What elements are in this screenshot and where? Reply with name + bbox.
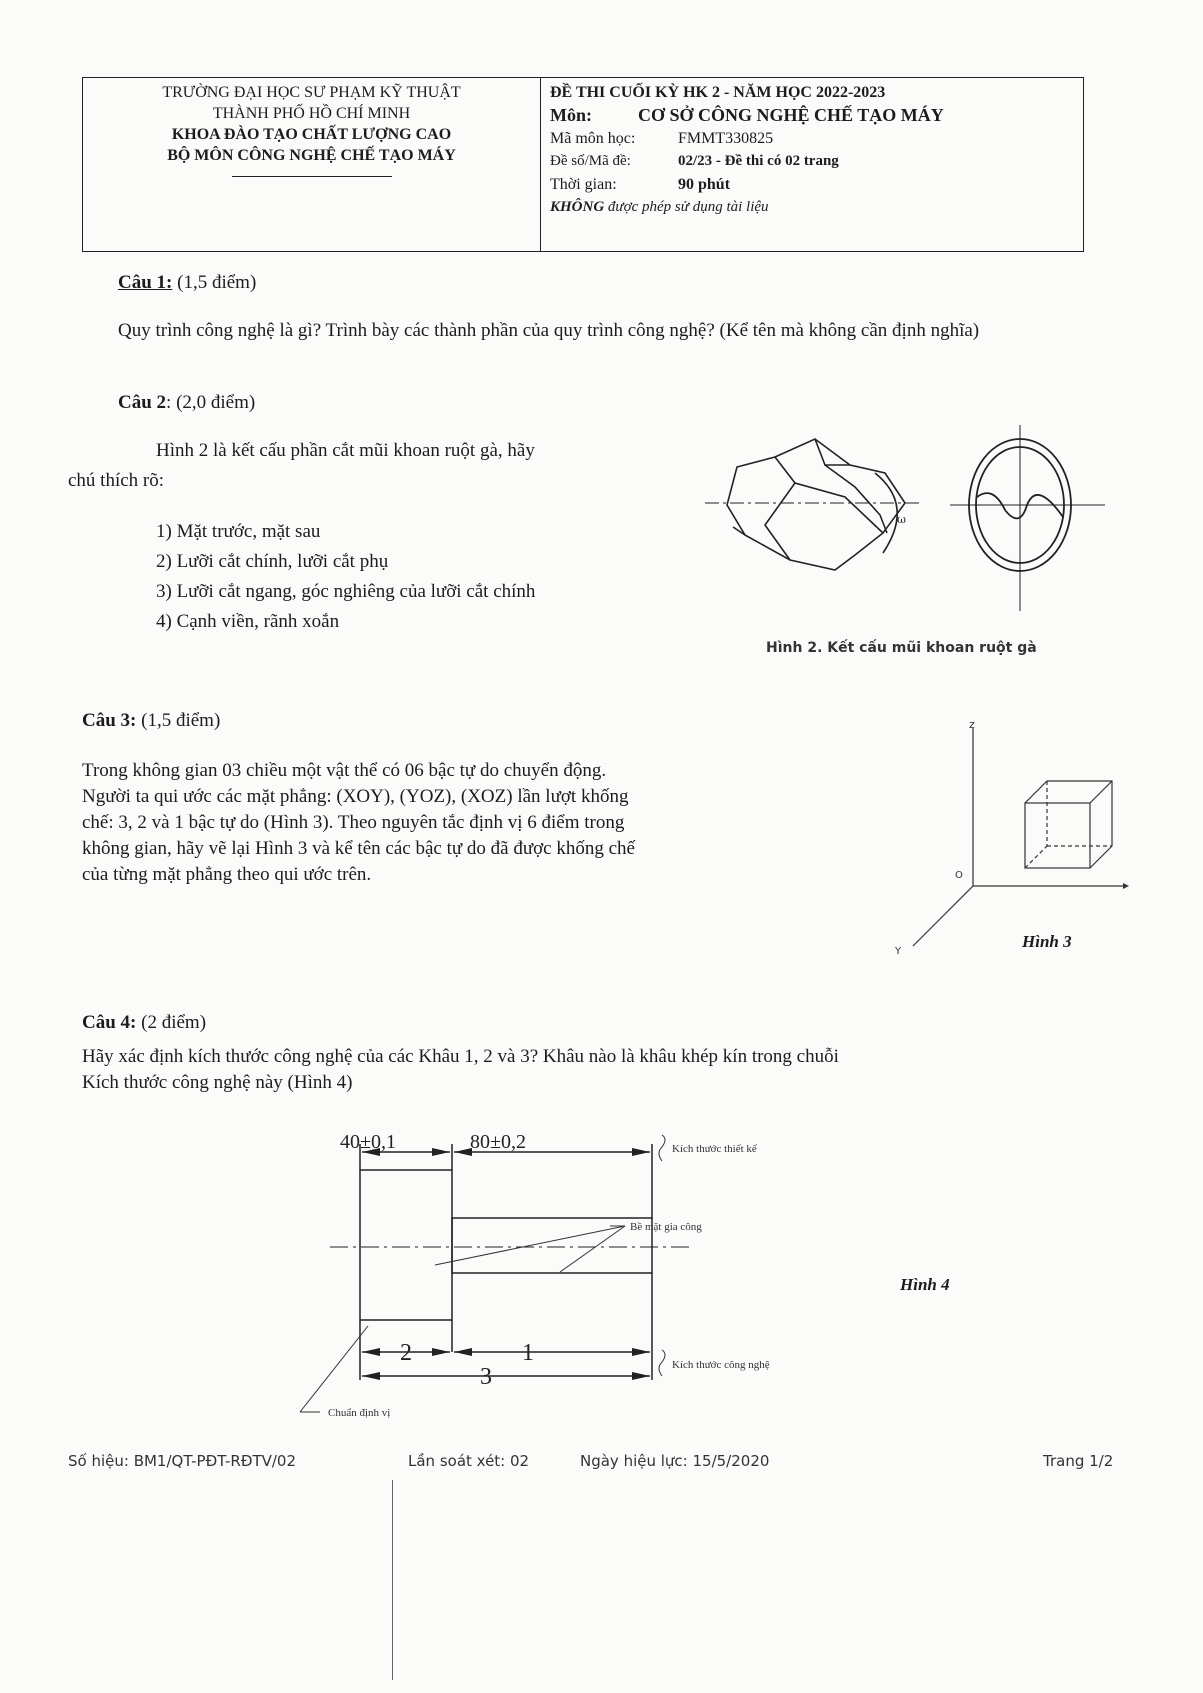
code-row xyxy=(550,127,1082,150)
link-3-label: 3 xyxy=(480,1364,492,1390)
exam-no-row xyxy=(550,150,1082,173)
code-value: FMMT330825 xyxy=(678,130,774,147)
exam-header xyxy=(82,77,1084,252)
axis-o-label: O xyxy=(955,870,963,881)
q3-line: chế: 3, 2 và 1 bậc tự do (Hình 3). Theo nguyên tắc định vị 6 điểm trong xyxy=(82,812,625,833)
time-row xyxy=(550,173,1082,196)
note-rest: được phép sử dụng tài liệu xyxy=(607,199,769,215)
exam-no-value: 02/23 - Đề thi có 02 trang xyxy=(678,153,839,169)
q4-label: Câu 4: xyxy=(82,1012,137,1033)
axis-y-label: Y xyxy=(895,946,902,957)
code-label: Mã môn học: xyxy=(550,130,636,147)
drill-figure xyxy=(705,425,1105,615)
q1-label: Câu 1: xyxy=(118,272,173,293)
subject-row xyxy=(550,104,1082,127)
q4-line: Hãy xác định kích thước công nghệ của các Khâu 1, 2 và 3? Khâu nào là khâu khép kín trong chuỗi xyxy=(82,1046,839,1067)
time-label: Thời gian: xyxy=(550,176,617,193)
q2-label: Câu 2 xyxy=(118,392,167,413)
page-number: Trang 1/2 xyxy=(1043,1452,1114,1470)
q3-line: không gian, hãy vẽ lại Hình 3 và kể tên các bậc tự do đã được khống chế xyxy=(82,838,635,859)
q3-line: của từng mặt phẳng theo qui ước trên. xyxy=(82,864,372,885)
q3-points: (1,5 điểm) xyxy=(141,710,221,731)
university-name: TRƯỜNG ĐẠI HỌC SƯ PHẠM KỸ THUẬT xyxy=(162,84,461,101)
q2-intro-1: Hình 2 là kết cấu phần cắt mũi khoan ruột gà, hãy xyxy=(156,440,535,461)
link-1-label: 1 xyxy=(522,1340,534,1366)
time-value: 90 phút xyxy=(678,176,731,193)
note-bold: KHÔNG xyxy=(550,199,605,215)
q2-intro-2: chú thích rõ: xyxy=(68,470,165,491)
revision: Lần soát xét: 02 xyxy=(408,1452,530,1470)
q3-line: Người ta qui ước các mặt phẳng: (XOY), (YOZ), (XOZ) lần lượt khống xyxy=(82,786,629,807)
list-item: 3) Lưỡi cắt ngang, góc nghiêng của lưỡi cắt chính xyxy=(156,581,536,602)
figure2-caption: Hình 2. Kết cấu mũi khoan ruột gà xyxy=(766,640,1037,656)
design-dim-note: Kích thước thiết kế xyxy=(672,1143,757,1155)
binding-line xyxy=(392,1480,393,1680)
department-name: BỘ MÔN CÔNG NGHỆ CHẾ TẠO MÁY xyxy=(167,147,456,164)
q3-line: Trong không gian 03 chiều một vật thể có 06 bậc tự do chuyển động. xyxy=(82,760,607,781)
dimension-chain-figure xyxy=(290,1130,850,1430)
list-item: 1) Mặt trước, mặt sau xyxy=(156,521,321,542)
axes-cube-figure xyxy=(875,718,1135,958)
list-item: 2) Lưỡi cắt chính, lưỡi cắt phụ xyxy=(156,551,389,572)
figure4-caption: Hình 4 xyxy=(900,1275,950,1294)
q4-line: Kích thước công nghệ này (Hình 4) xyxy=(82,1072,353,1093)
dim-a-label: 40±0,1 xyxy=(340,1131,396,1153)
q4-points: (2 điểm) xyxy=(141,1012,207,1033)
institution-block xyxy=(83,78,541,251)
effective-date: Ngày hiệu lực: 15/5/2020 xyxy=(580,1452,770,1470)
exam-title: ĐỀ THI CUỐI KỲ HK 2 - NĂM HỌC 2022-2023 xyxy=(550,84,886,101)
q2-item-list xyxy=(156,517,535,637)
figure3-caption: Hình 3 xyxy=(1022,932,1072,951)
link-2-label: 2 xyxy=(400,1340,412,1366)
divider xyxy=(232,176,392,177)
q3-text xyxy=(82,758,882,888)
document-number: Số hiệu: BM1/QT-PĐT-RĐTV/02 xyxy=(68,1452,297,1470)
angle-label: ω xyxy=(897,513,906,526)
q1-title xyxy=(118,272,256,294)
q1-points: (1,5 điểm) xyxy=(177,272,257,293)
q4-text xyxy=(82,1044,1162,1096)
q3-label: Câu 3: xyxy=(82,710,137,731)
machined-surface-note: Bề mặt gia công xyxy=(630,1221,702,1233)
note-row xyxy=(550,196,1082,219)
tech-dim-note: Kích thước công nghệ xyxy=(672,1359,770,1371)
list-item: 4) Cạnh viền, rãnh xoắn xyxy=(156,611,340,632)
q4-title xyxy=(82,1012,206,1034)
subject-label: Môn: xyxy=(550,105,592,125)
q1-text: Quy trình công nghệ là gì? Trình bày các thành phần của quy trình công nghệ? (Kể tên mà không cần định nghĩa) xyxy=(118,320,980,341)
exam-info-block xyxy=(542,78,1082,251)
exam-no-label: Đề số/Mã đề: xyxy=(550,153,631,169)
datum-note: Chuẩn định vị xyxy=(328,1407,391,1419)
axis-z-label: z xyxy=(969,718,975,731)
dim-b-label: 80±0,2 xyxy=(470,1131,526,1153)
q2-title xyxy=(118,392,255,414)
city-name: THÀNH PHỐ HỒ CHÍ MINH xyxy=(212,105,411,122)
q2-points: : (2,0 điểm) xyxy=(166,392,256,413)
faculty-name: KHOA ĐÀO TẠO CHẤT LƯỢNG CAO xyxy=(171,126,452,143)
subject-value: CƠ SỞ CÔNG NGHỆ CHẾ TẠO MÁY xyxy=(638,105,944,125)
q3-title xyxy=(82,710,220,732)
